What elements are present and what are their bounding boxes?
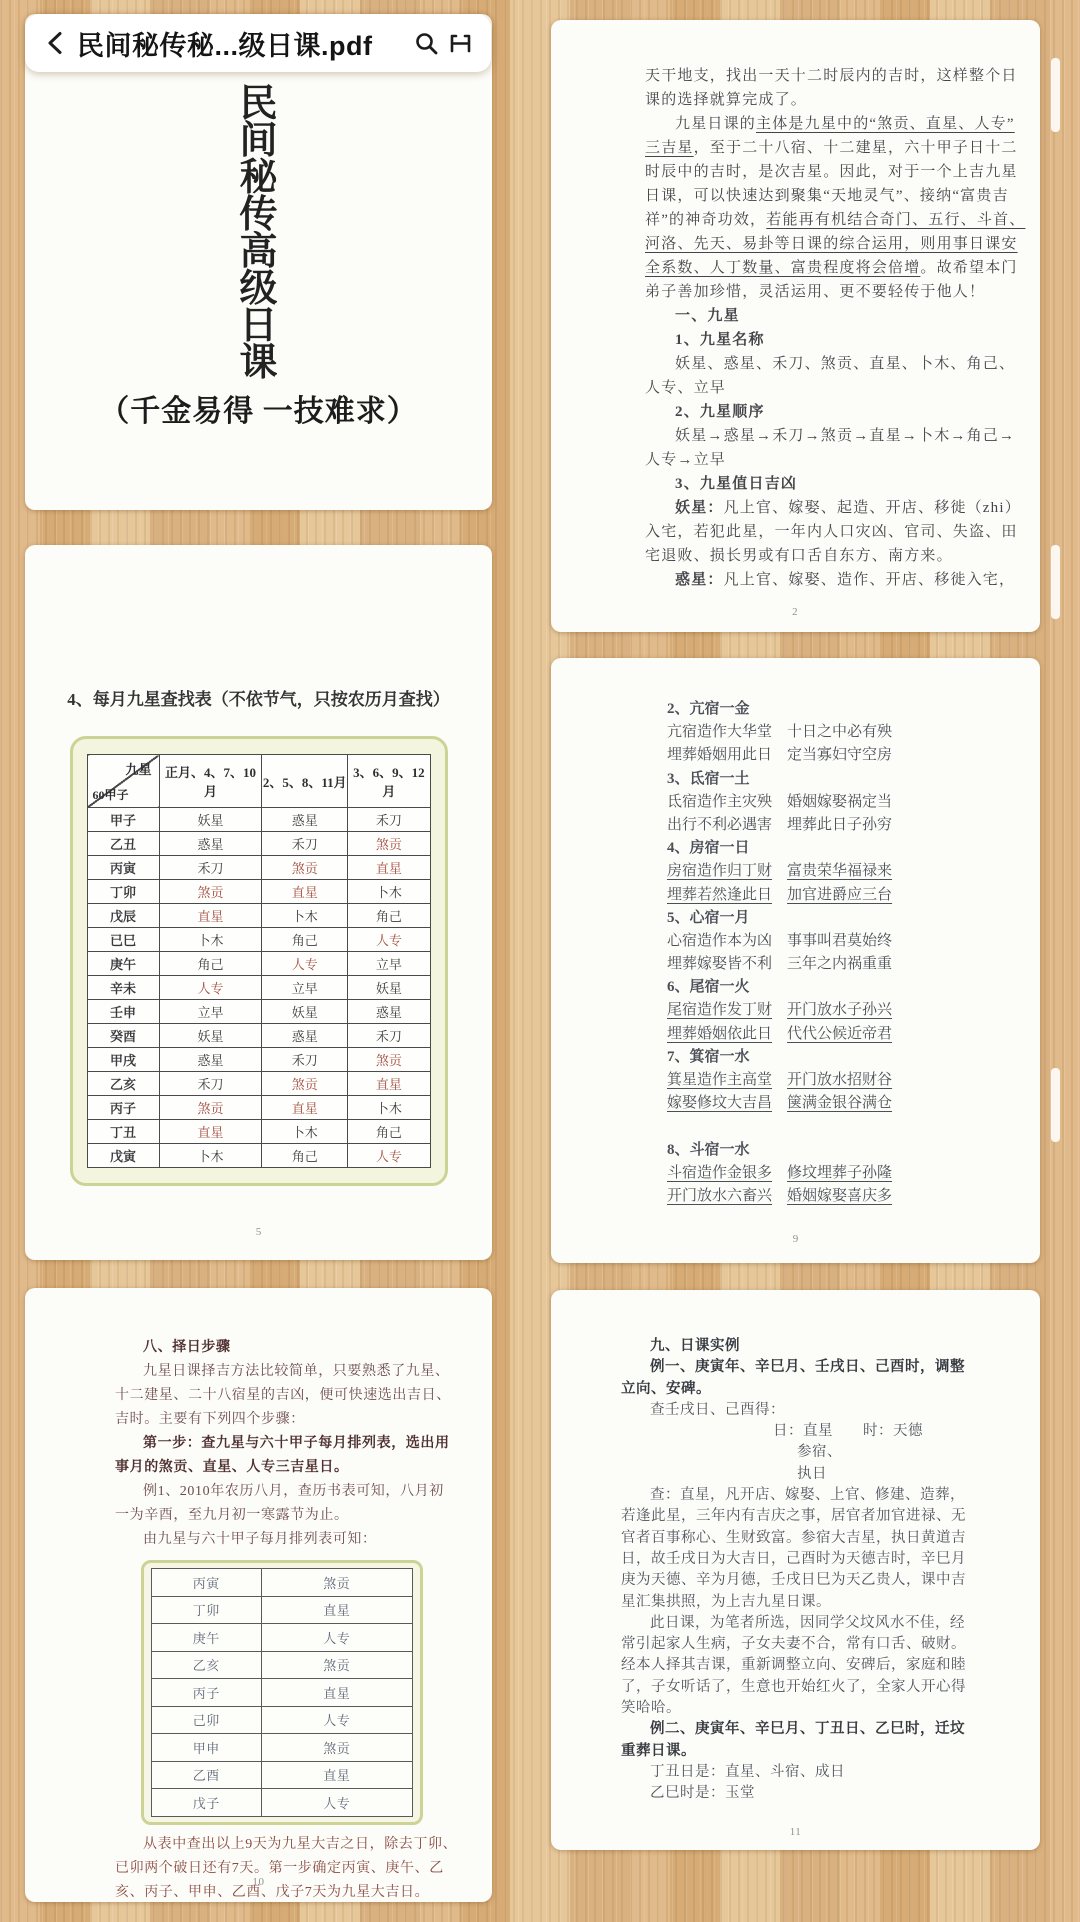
column-header: 正月、4、7、10月: [159, 755, 262, 808]
table-row: 庚午 角己 人专 立早: [87, 952, 430, 976]
table-row: 丁丑 直星 卜木 角己: [87, 1120, 430, 1144]
table-row: 已巳 卜木 角己 人专: [87, 928, 430, 952]
table-row: 乙亥 禾刀 煞贡 直星: [87, 1072, 430, 1096]
table-row: 丙子 直星: [152, 1679, 413, 1707]
table-row: 己卯 人专: [152, 1706, 413, 1734]
table-row: 戊子 人专: [152, 1789, 413, 1817]
table-body: [87, 808, 430, 1168]
column-header: 2、5、8、11月: [262, 755, 348, 808]
document-title: 民间秘传秘...级日课.pdf: [77, 30, 373, 61]
page-thumbnail-6[interactable]: [551, 1290, 1040, 1850]
cover-subtitle: （千金易得 一技难求）: [99, 395, 418, 428]
next-page-peek: [1051, 545, 1060, 619]
page2-text: 天干地支，找出一天十二时辰内的吉时，这样整个日 课的选择就算完成了。 九星日课的主体是九星中的“煞贡、直星、人专” 三吉星，至于二十八宿、十二建星，六十甲子日十二 时辰中的吉时，是次吉星。因此，对于一个上吉九星 日课，可以快速达到聚集“天地灵气”、接纳“富贵吉 祥”的神奇功效，若能再有机结合奇门、五行、斗首、 河洛、先天、易卦等日课的综合运用，则用事日课安 全系数、人丁数量、富贵程度将会倍增。故希望本门 弟子善加珍惜，灵活运用、更不要轻传于他人！ 一、九星 1、九星名称 妖星、惑星、禾刀、煞贡、直星、卜木、角己、 人专、立早 2、九星顺序 妖星→惑星→禾刀→煞贡→直星→卜木→角己→ 人专→立早 3、九星值日吉凶 妖星：凡上官、嫁娶、起造、开店、移徙（zhi） 入宅，若犯此星，一年内人口灾凶、官司、失盗、田 宅退败、损长男或有口舌自东方、南方来。 惑星：凡上官、嫁娶、造作、开店、移徙入宅，: [645, 68, 1026, 588]
nine-star-month-table: [87, 754, 431, 1168]
page6-text: 九、日课实例 例一、庚寅年、辛巳月、壬戌日、己酉时，调整 立向、安碑。 查壬戌日、己酉得： 日：直星 时：天德 参宿、 执日 查：直星，凡开店、嫁娶、上官、修建、造葬， 若逢此星，三年内有吉庆之事，居官者加官进禄、无 官者百事称心、生财致富。参宿大吉星，执日黄道吉 日，故壬戌日为大吉日，己酉时为天德吉时，辛巳月 庚为天德、辛为月德，壬戌日巳为天乙贵人，课中吉 星汇集拱照，为上吉九星日课。 此日课，为笔者所选，因同学父坟风水不佳，经 常引起家人生病，子女夫妻不合，常有口舌、破财。 经本人择其吉课，重新调整立向、安碑后，家庭和睦 了，子女听话了，生意也开始红火了，全家人开心得 笑哈哈。 例二、庚寅年、辛巳月、丁丑日、乙巳时，迁坟 重葬日课。 丁丑日是：直星、斗宿、成日 乙巳时是：玉堂: [621, 1338, 966, 1802]
table-frame: [70, 736, 448, 1186]
app-header: [25, 14, 491, 72]
page-thumbnail-cover[interactable]: [25, 14, 492, 510]
diagonal-corner-cell: [87, 755, 159, 808]
table-row: 丙子 煞贡 直星 卜木: [87, 1096, 430, 1120]
table-row: 丁卯 煞贡 直星 卜木: [87, 880, 430, 904]
search-icon: [413, 30, 440, 57]
page-thumbnail-3[interactable]: [25, 545, 492, 1260]
page5-number: 10: [252, 1876, 265, 1888]
table-row: 庚午 人专: [152, 1624, 413, 1652]
back-button[interactable]: [39, 23, 73, 63]
table-row: 乙亥 煞贡: [152, 1651, 413, 1679]
page4-text: 2、亢宿一金 亢宿造作大华堂 十日之中必有殃 埋葬婚姻用此日 定当寡妇守空房 3、氐宿一土 氐宿造作主灾殃 婚姻嫁娶祸定当 出行不利必遇害 埋葬此日子孙穷 4、房宿一日 房宿造作归丁财 富贵荣华福禄来 埋葬若然逢此日 加官进爵应三台 5、心宿一月 心宿造作本为凶 事事叫君莫始终 埋葬嫁娶皆不利 三年之内祸重重 6、尾宿一火 尾宿造作发丁财 开门放水子孙兴 埋葬婚姻依此日 代代公候近帝君 7、箕宿一水 箕星造作主高堂 开门放水招财谷 嫁娶修坟大吉昌 箧满金银谷满仓 8、斗宿一水 斗宿造作金银多 修坟埋葬子孙隆 开门放水六畜兴 婚姻嫁娶喜庆多: [667, 701, 893, 1204]
lucky-day-table-body: [152, 1569, 413, 1817]
table-row: 戊辰 直星 卜木 角己: [87, 904, 430, 928]
search-button[interactable]: [409, 23, 443, 63]
page6-number: 11: [789, 1826, 802, 1838]
table-row: 辛未 人专 立早 妖星: [87, 976, 430, 1000]
cover-vertical-title: 民 间 秘 传 高 级 日 课: [239, 83, 278, 384]
corner-label-bottom: 60甲子: [92, 788, 129, 802]
fit-width-icon: [447, 30, 474, 57]
table-row: 甲子 妖星 惑星 禾刀: [87, 808, 430, 832]
page-thumbnail-4[interactable]: [551, 658, 1040, 1263]
table-row: 丙寅 禾刀 煞贡 直星: [87, 856, 430, 880]
page5-text: 八、择日步骤 九星日课择吉方法比较简单，只要熟悉了九星、 十二建星、二十八宿星的吉凶，便可快速选出吉日、 吉时。主要有下列四个步骤： 第一步：查九星与六十甲子每月排列表，选出用 事月的煞贡、直星、人专三吉星日。 例1、2010年农历八月，查历书表可知，八月初 一为辛酉，至九月初一寒露节为止。 由九星与六十甲子每月排列表可知：: [115, 1340, 451, 1547]
example-table-frame: [141, 1560, 423, 1825]
page4-number: 9: [792, 1233, 799, 1245]
page3-number: 5: [255, 1226, 262, 1238]
table-row: 丙寅 煞贡: [152, 1569, 413, 1597]
page-thumbnail-5[interactable]: [25, 1288, 492, 1902]
table-row: 乙酉 直星: [152, 1761, 413, 1789]
lucky-day-table: [151, 1568, 413, 1817]
page2-number: 2: [792, 606, 799, 618]
table-row: 丁卯 直星: [152, 1596, 413, 1624]
table-title: 4、每月九星查找表（不依节气，只按农历月查找）: [67, 690, 450, 709]
table-row: 甲申 煞贡: [152, 1734, 413, 1762]
page-thumbnail-2[interactable]: [551, 20, 1040, 632]
table-row: 癸酉 妖星 惑星 禾刀: [87, 1024, 430, 1048]
table-row: 壬申 立早 妖星 惑星: [87, 1000, 430, 1024]
page5-closing-text: 从表中查出以上9天为九星大吉之日，除去丁卯、 已卯两个破日还有7天。第一步确定丙寅、庚午、乙 亥、丙子、甲申、乙酉、戊子7天为九星大吉日。: [115, 1836, 458, 1900]
corner-label-top: 九星: [125, 762, 152, 777]
table-row: 戊寅 卜木 角己 人专: [87, 1144, 430, 1168]
next-page-peek: [1051, 58, 1060, 132]
next-page-peek: [1051, 1068, 1060, 1142]
column-header: 3、6、9、12月: [348, 755, 430, 808]
fit-width-button[interactable]: [443, 23, 477, 63]
back-chevron-icon: [43, 30, 69, 56]
table-row: 乙丑 惑星 禾刀 煞贡: [87, 832, 430, 856]
table-row: 甲戌 惑星 禾刀 煞贡: [87, 1048, 430, 1072]
